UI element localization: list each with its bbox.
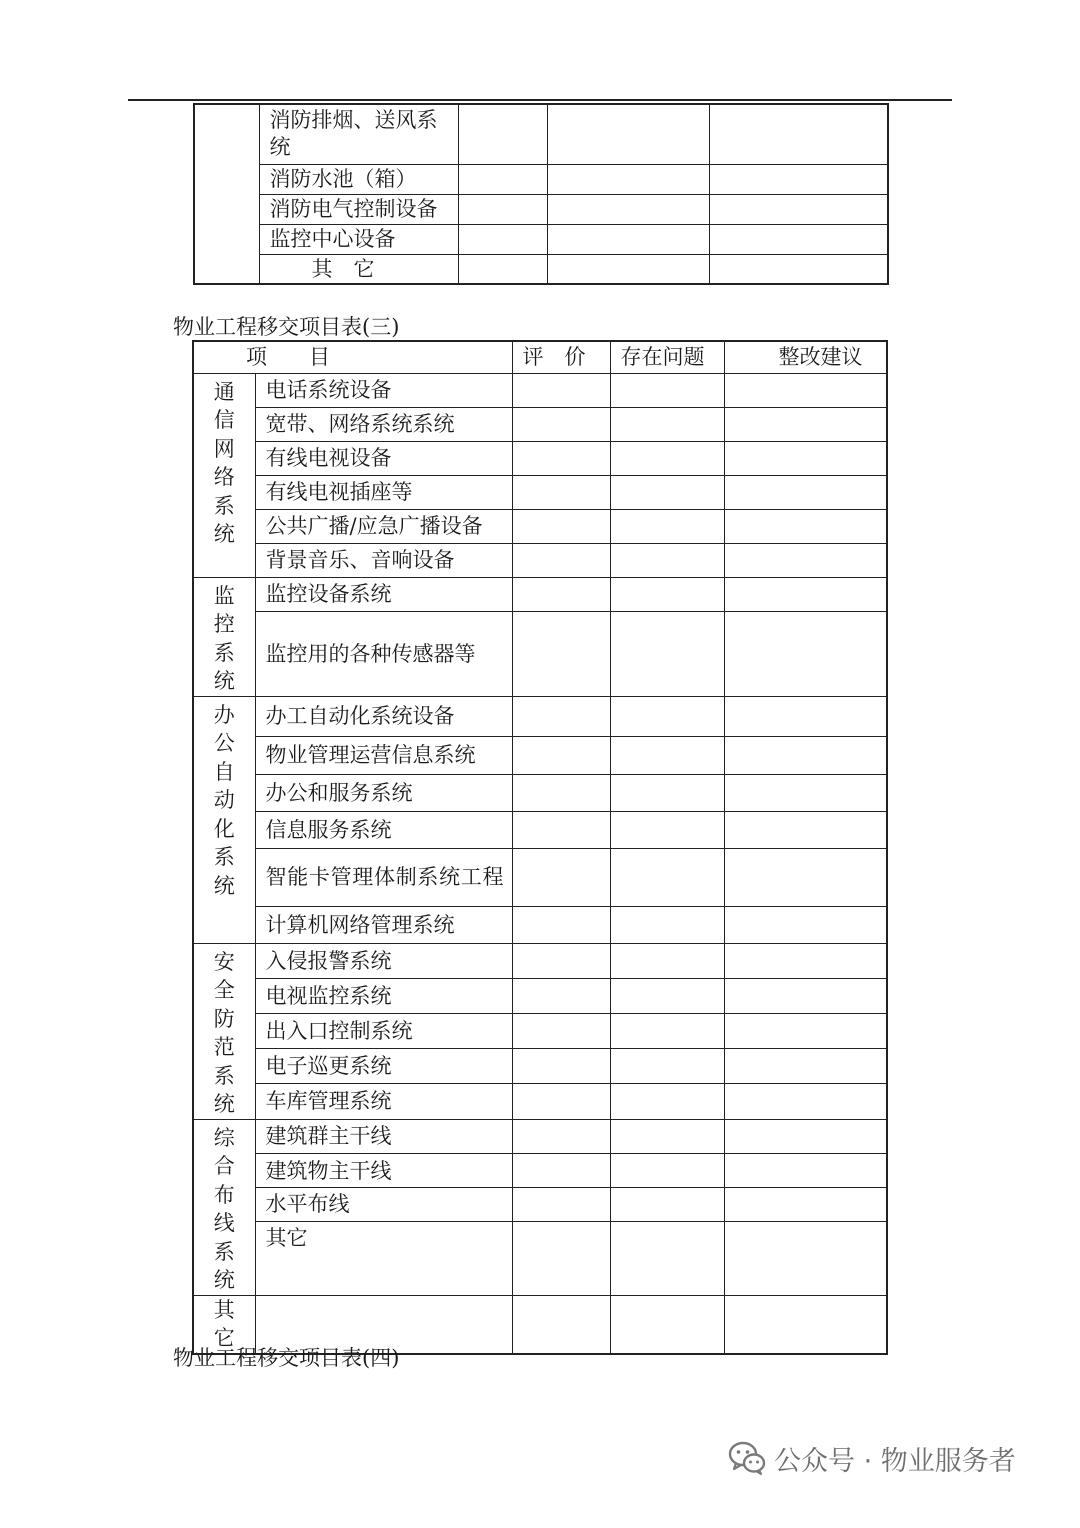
category-char: 统: [213, 522, 235, 546]
table-row: [193, 1119, 887, 1154]
category-char: 线: [213, 1211, 235, 1235]
category-char: 布: [213, 1182, 235, 1207]
category-cell: [193, 373, 255, 577]
advice-cell[interactable]: [724, 577, 887, 611]
eval-cell[interactable]: [512, 611, 610, 696]
advice-cell[interactable]: [724, 1084, 887, 1119]
eval-cell[interactable]: [512, 1295, 610, 1354]
issue-cell[interactable]: [610, 696, 724, 736]
eval-cell[interactable]: [512, 543, 610, 577]
table-row: [193, 441, 887, 475]
item-cell: 计算机网络管理系统: [255, 906, 512, 943]
eval-cell[interactable]: [458, 194, 547, 224]
eval-cell[interactable]: [512, 906, 610, 943]
table-row: [194, 254, 888, 284]
table-row: [193, 696, 887, 736]
eval-cell[interactable]: [512, 811, 610, 848]
category-char: 它: [213, 1326, 235, 1350]
category-char: 自: [213, 759, 235, 784]
category-char: 统: [213, 873, 235, 898]
issue-cell[interactable]: [610, 373, 724, 407]
issue-cell[interactable]: [610, 906, 724, 943]
item-cell: 车库管理系统: [255, 1084, 512, 1119]
advice-cell[interactable]: [724, 906, 887, 943]
transfer-table-3: [192, 340, 888, 1355]
watermark: [728, 1438, 1016, 1478]
category-char: 系: [213, 1239, 235, 1264]
advice-cell[interactable]: [709, 224, 888, 254]
category-char: 系: [213, 493, 235, 518]
issue-cell[interactable]: [547, 194, 709, 224]
category-cell: [193, 696, 255, 943]
category-char: 范: [213, 1035, 235, 1059]
advice-cell[interactable]: [724, 441, 887, 475]
category-cell: [193, 577, 255, 696]
eval-cell[interactable]: [512, 736, 610, 774]
advice-cell[interactable]: [724, 848, 887, 906]
eval-cell[interactable]: [512, 978, 610, 1013]
table-caption: 物业工程移交项目表(四): [173, 1346, 400, 1370]
issue-cell[interactable]: [610, 1295, 724, 1354]
issue-cell[interactable]: [610, 577, 724, 611]
advice-cell[interactable]: [724, 811, 887, 848]
advice-cell[interactable]: [724, 475, 887, 509]
eval-cell[interactable]: [512, 1221, 610, 1295]
advice-cell[interactable]: [724, 373, 887, 407]
category-char: 系: [213, 1063, 235, 1088]
advice-cell[interactable]: [724, 407, 887, 441]
item-cell: 消防水池（箱）: [259, 164, 458, 194]
category-char: 络: [213, 465, 235, 489]
item-cell: 其 它: [259, 254, 458, 284]
category-char: 统: [213, 669, 235, 693]
eval-cell[interactable]: [512, 1049, 610, 1084]
item-cell: 宽带、网络系统系统: [255, 407, 512, 441]
issue-cell[interactable]: [610, 1221, 724, 1295]
advice-cell[interactable]: [724, 943, 887, 978]
issue-cell[interactable]: [610, 1188, 724, 1222]
eval-cell[interactable]: [512, 1154, 610, 1188]
header-item: 项 目: [193, 341, 512, 373]
item-cell: 公共广播/应急广播设备: [255, 509, 512, 543]
item-cell: 出入口控制系统: [255, 1013, 512, 1048]
advice-cell[interactable]: [724, 736, 887, 774]
issue-cell[interactable]: [547, 254, 709, 284]
advice-cell[interactable]: [709, 254, 888, 284]
item-cell: 水平布线: [255, 1188, 512, 1222]
advice-cell[interactable]: [724, 611, 887, 696]
advice-cell[interactable]: [724, 1188, 887, 1222]
eval-cell[interactable]: [512, 774, 610, 811]
issue-cell[interactable]: [610, 441, 724, 475]
eval-cell[interactable]: [512, 1119, 610, 1154]
item-cell: 监控中心设备: [259, 224, 458, 254]
issue-cell[interactable]: [610, 774, 724, 811]
category-char: 合: [213, 1154, 235, 1178]
issue-cell[interactable]: [610, 978, 724, 1013]
table-row: [193, 943, 887, 978]
category-cell: [194, 104, 259, 284]
issue-cell[interactable]: [610, 943, 724, 978]
item-cell: 有线电视设备: [255, 441, 512, 475]
category-char: 网: [213, 436, 235, 461]
item-cell: 建筑群主干线: [255, 1119, 512, 1154]
category-char: 系: [213, 845, 235, 869]
item-cell: 电话系统设备: [255, 373, 512, 407]
issue-cell[interactable]: [610, 1154, 724, 1188]
issue-cell[interactable]: [610, 736, 724, 774]
table-row: [194, 194, 888, 224]
advice-cell[interactable]: [724, 543, 887, 577]
item-cell: 监控用的各种传感器等: [255, 611, 512, 696]
table-row: [193, 811, 887, 848]
item-cell: 办公和服务系统: [255, 774, 512, 811]
item-cell: 电视监控系统: [255, 978, 512, 1013]
item-cell: 消防排烟、送风系统: [259, 104, 458, 164]
issue-cell[interactable]: [547, 164, 709, 194]
item-cell: 其它: [255, 1221, 512, 1295]
table-row: [193, 1154, 887, 1188]
eval-cell[interactable]: [512, 373, 610, 407]
eval-cell[interactable]: [512, 509, 610, 543]
table-row: [193, 1013, 887, 1048]
category-char: 控: [213, 612, 235, 636]
eval-cell[interactable]: [512, 475, 610, 509]
table-row: [193, 509, 887, 543]
table-header-row: [193, 341, 887, 373]
table-caption: 物业工程移交项目表(三): [173, 315, 400, 339]
item-cell: 消防电气控制设备: [259, 194, 458, 224]
header-evaluation: 评 价: [512, 341, 610, 373]
issue-cell[interactable]: [547, 104, 709, 164]
table-row: [193, 1221, 887, 1295]
category-char: 信: [213, 408, 235, 432]
item-cell: 信息服务系统: [255, 811, 512, 848]
issue-cell[interactable]: [610, 811, 724, 848]
issue-cell[interactable]: [610, 611, 724, 696]
category-char: 办: [213, 702, 235, 727]
header-advice: 整改建议: [724, 341, 887, 373]
category-cell: [193, 943, 255, 1119]
table-row: [193, 1049, 887, 1084]
table-row: [193, 475, 887, 509]
issue-cell[interactable]: [610, 848, 724, 906]
category-char: 综: [213, 1125, 235, 1150]
advice-cell[interactable]: [724, 1013, 887, 1048]
item-cell: 建筑物主干线: [255, 1154, 512, 1188]
category-char: 公: [213, 731, 235, 755]
header-rule: [128, 99, 952, 101]
eval-cell[interactable]: [512, 1188, 610, 1222]
eval-cell[interactable]: [512, 407, 610, 441]
category-cell: [193, 1119, 255, 1295]
eval-cell[interactable]: [512, 577, 610, 611]
category-char: 防: [213, 1006, 235, 1031]
advice-cell[interactable]: [724, 1049, 887, 1084]
issue-cell[interactable]: [610, 1119, 724, 1154]
category-char: 化: [213, 816, 235, 841]
category-char: 动: [213, 788, 235, 812]
category-char: 通: [213, 379, 235, 404]
advice-cell[interactable]: [709, 164, 888, 194]
issue-cell[interactable]: [610, 1013, 724, 1048]
advice-cell[interactable]: [724, 978, 887, 1013]
eval-cell[interactable]: [512, 1013, 610, 1048]
eval-cell[interactable]: [458, 104, 547, 164]
eval-cell[interactable]: [458, 164, 547, 194]
item-cell: 物业管理运营信息系统: [255, 736, 512, 774]
table-row: [194, 164, 888, 194]
category-char: 统: [213, 1092, 235, 1116]
eval-cell[interactable]: [458, 254, 547, 284]
table-row: [193, 407, 887, 441]
table-row: [194, 104, 888, 164]
header-issues: 存在问题: [610, 341, 724, 373]
issue-cell[interactable]: [547, 224, 709, 254]
advice-cell[interactable]: [724, 1119, 887, 1154]
table-row: [193, 1084, 887, 1119]
item-cell: 背景音乐、音响设备: [255, 543, 512, 577]
category-char: 其: [213, 1297, 235, 1322]
item-cell: 办工自动化系统设备: [255, 696, 512, 736]
item-cell: 有线电视插座等: [255, 475, 512, 509]
table-row: [193, 1188, 887, 1222]
item-cell: 监控设备系统: [255, 577, 512, 611]
advice-cell[interactable]: [709, 104, 888, 164]
table-row: [193, 543, 887, 577]
table-row: [193, 978, 887, 1013]
issue-cell[interactable]: [610, 543, 724, 577]
watermark-text: 公众号 · 物业服务者: [774, 1445, 1016, 1477]
table-row: [193, 736, 887, 774]
category-char: 监: [213, 583, 235, 608]
wechat-icon: [728, 1441, 766, 1475]
category-char: 安: [213, 949, 235, 974]
eval-cell[interactable]: [512, 441, 610, 475]
table-row: [193, 373, 887, 407]
advice-cell[interactable]: [724, 1221, 887, 1295]
issue-cell[interactable]: [610, 1049, 724, 1084]
advice-cell[interactable]: [724, 696, 887, 736]
advice-cell[interactable]: [724, 774, 887, 811]
category-char: 统: [213, 1268, 235, 1292]
advice-cell[interactable]: [724, 509, 887, 543]
eval-cell[interactable]: [512, 1084, 610, 1119]
table-row: [193, 577, 887, 611]
table-row: [193, 774, 887, 811]
item-cell: 电子巡更系统: [255, 1049, 512, 1084]
eval-cell[interactable]: [512, 848, 610, 906]
category-char: 全: [213, 978, 235, 1002]
issue-cell[interactable]: [610, 475, 724, 509]
table-row: [194, 224, 888, 254]
table-row: [193, 906, 887, 943]
advice-cell[interactable]: [724, 1154, 887, 1188]
item-cell: 智能卡管理体制系统工程: [255, 848, 512, 906]
issue-cell[interactable]: [610, 509, 724, 543]
issue-cell[interactable]: [610, 1084, 724, 1119]
table-row: [193, 611, 887, 696]
category-char: 系: [213, 640, 235, 665]
table-row: [193, 848, 887, 906]
item-cell: 入侵报警系统: [255, 943, 512, 978]
advice-cell[interactable]: [709, 194, 888, 224]
eval-cell[interactable]: [512, 943, 610, 978]
eval-cell[interactable]: [512, 696, 610, 736]
issue-cell[interactable]: [610, 407, 724, 441]
transfer-table-2-continuation: [193, 103, 889, 285]
eval-cell[interactable]: [458, 224, 547, 254]
advice-cell[interactable]: [724, 1295, 887, 1354]
